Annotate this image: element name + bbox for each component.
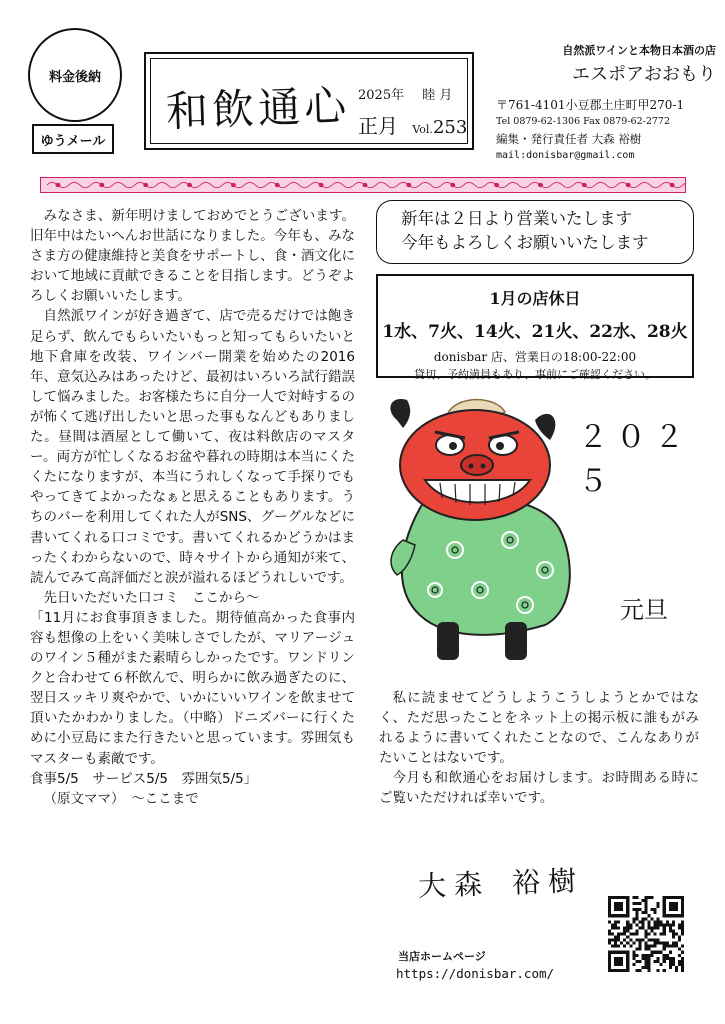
main-article [30, 206, 355, 809]
new-years-day-label: 元旦 [620, 596, 668, 624]
issue-date [358, 84, 466, 103]
vol-label: Vol. [412, 123, 433, 136]
issue-month-name: 睦 月 [422, 88, 453, 103]
signature-given: 裕樹 [511, 864, 585, 900]
article-paragraph: 今月も和飲通心をお届けします。お時間ある時にご覧いただければ幸いです。 [379, 770, 699, 807]
review-rating: 食事5/5 サービス5/5 雰囲気5/5」 [30, 770, 258, 787]
shop-tel-fax: Tel 0879-62-1306 Fax 0879-62-2772 [496, 116, 671, 127]
signature-family: 大森 [417, 867, 491, 903]
masthead [144, 52, 474, 150]
newsletter-title: 和飲通心 [165, 80, 351, 137]
lion-dance-illustration [385, 390, 585, 670]
homepage-label: 当店ホームページ [398, 950, 486, 963]
article-paragraph: みなさま、新年明けましておめでとうございます。旧年中はたいへんお世話になりました。今年も、みなさま方の健康維持と美食をサポートし、食・酒文化において地域に貢献できることを目指します。どうぞよろしくお願いいたします。 [30, 208, 355, 305]
mail-type-mark [32, 124, 114, 154]
review-closing: （原文ママ） ～ここまで [43, 790, 199, 807]
holiday-title: 1月の店休日 [489, 289, 581, 308]
vol-number: 253 [432, 117, 468, 138]
shop-address: 〒761-4101小豆郡土庄町甲270-1 [496, 98, 685, 112]
issue-month: 正月 [358, 114, 398, 138]
issue-number [358, 110, 467, 139]
holiday-days: 1水、7火、14火、21火、22水、28火 [382, 322, 688, 342]
postage-paid-mark [28, 28, 122, 122]
article-paragraph: 自然派ワインが好き過ぎて、店で売るだけでは飽き足らず、飲んでもらいたいもっと知ってもらいたいと地下倉庫を改装、ワインバー開業を始めたの2016年、意気込みはあったけど、最初はいろいろ試行錯誤して悩みました。お客様たちに自分一人で対峙するのが怖くて逃げ出したいと思った事もなんどもありました。昼間は酒屋として働いて、夜は料飲店のマスター。両方が忙しくなるお盆や暮れの時期は本当にくたくたになりますが、本当にうれしくなって手探りでもやってきてよかったなぁと思えることもあります。うちのバーを利用してくれた人がSNS、グーグルなどに書いてくれる口コミです。書いてくれるかどうかはまったくわからないので、時々サイトから通知が来て、読んでみて高評価だと涙が溢れるほどうれしいです。 [30, 308, 355, 586]
holiday-note: 貸切、予約満員もあり、事前にご確認ください。 [414, 368, 656, 381]
article-paragraph: 私に読ませてどうしようこうしようとかではなく、ただ思ったことをネット上の掲示板に誰もがみれるように書いてくれたことなので、こんなありがたいことはないです。 [379, 690, 699, 767]
shop-name: エスポアおおもり [572, 64, 716, 85]
signature [417, 859, 584, 905]
year-label: ２０２５ [578, 420, 692, 499]
shop-mail: mail:donisbar@gmail.com [496, 150, 635, 161]
new-year-announcement [376, 200, 694, 264]
holiday-hours: donisbar 店、営業日の18:00-22:00 [433, 350, 637, 364]
article-paragraph: 先日いただいた口コミ ここから～ [43, 589, 260, 606]
holiday-box [376, 274, 694, 381]
closing-article [379, 688, 699, 809]
announcement-line: 新年は２日より営業いたします [401, 209, 632, 228]
ornament-band [40, 177, 686, 193]
homepage-link[interactable]: https://donisbar.com/ [396, 966, 555, 981]
shop-info [496, 42, 716, 161]
qr-code[interactable] [608, 896, 684, 972]
mail-type-label: ゆうメール [40, 133, 106, 149]
postage-paid-label: 料金後納 [48, 69, 101, 85]
shop-editor: 編集・発行責任者 大森 裕樹 [496, 132, 642, 146]
shop-tagline: 自然派ワインと本物日本酒の店 [562, 44, 716, 57]
review-quote: 「11月にお食事頂きました。期待値高かった食事内容も想像の上をいく美味しさでしたが、マリアージュのワイン５種がまた素晴らしかったです。ワンドリンクと合わせて６杯飲んで、明らかに飲み過ぎたのに、翌日スッキリ爽やかで、いかにいいワインを飲ませて頂いたかわかりました。（中略）ドニズバーに行くために小豆島にまた行きたいと思っています。雰囲気もマスターも素敵です。 [30, 609, 355, 767]
announcement-line: 今年もよろしくお願いいたします [401, 233, 649, 252]
issue-year: 2025年 [358, 88, 405, 103]
